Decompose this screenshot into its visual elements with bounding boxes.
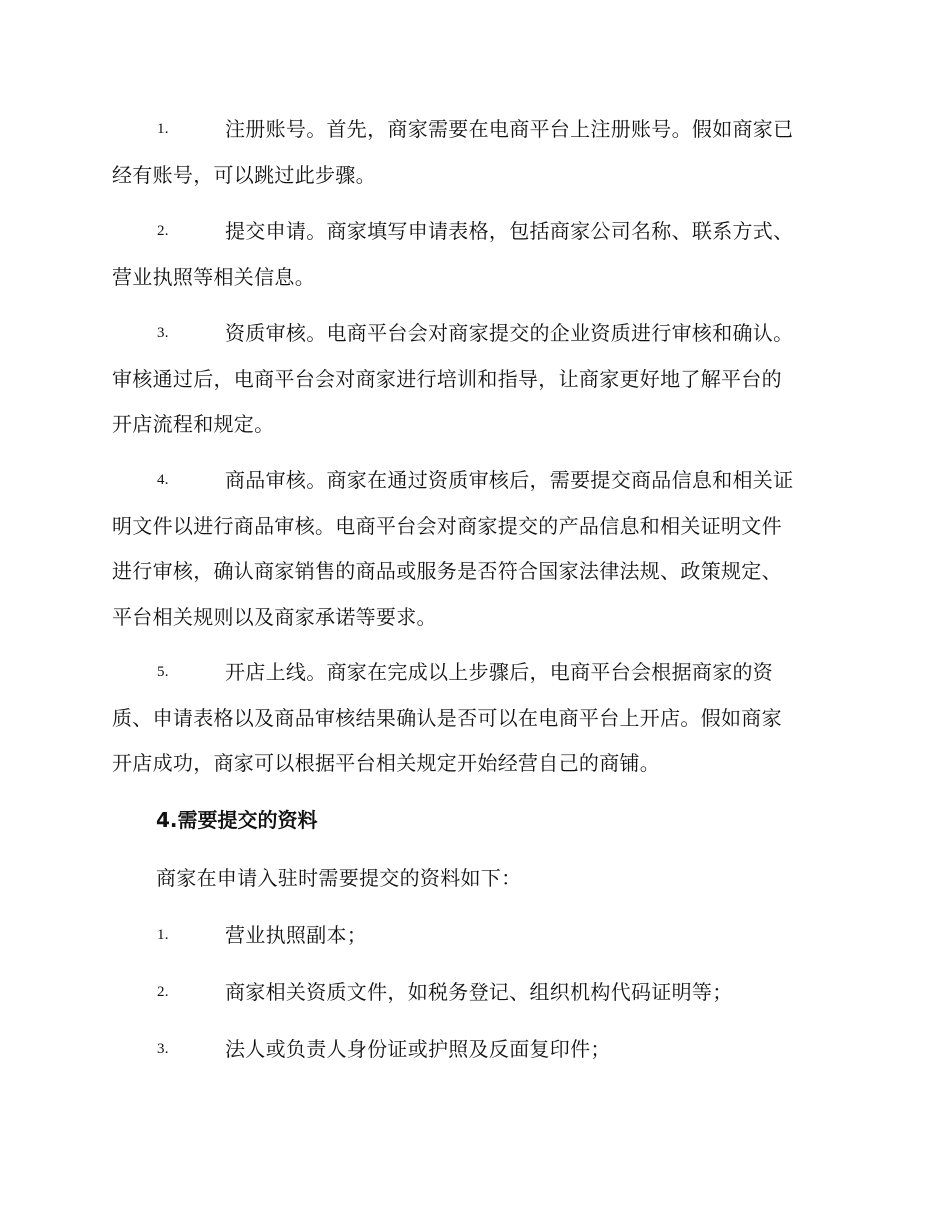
list-number: 5.	[157, 664, 169, 680]
section-heading: 4.需要提交的资料	[156, 808, 318, 832]
list-text: 开店成功，商家可以根据平台相关规定开始经营自己的商铺。	[112, 751, 661, 775]
list-item	[112, 650, 838, 787]
list-number: 4.	[157, 472, 169, 488]
section-intro: 商家在申请入驻时需要提交的资料如下：	[156, 866, 522, 890]
list-text: 审核通过后，电商平台会对商家进行培训和指导，让商家更好地了解平台的	[112, 366, 782, 391]
list-text: 商品审核。商家在通过资质审核后，需要提交商品信息和相关证	[225, 468, 794, 492]
list-text: 提交申请。商家填写申请表格，包括商家公司名称、联系方式、	[225, 219, 794, 243]
list-text: 资质审核。电商平台会对商家提交的企业资质进行审核和确认。	[225, 321, 794, 345]
list-text: 经有账号，可以跳过此步骤。	[112, 162, 376, 187]
list-text: 营业执照等相关信息。	[112, 264, 315, 289]
list-number: 3.	[157, 1041, 169, 1057]
list-item	[112, 209, 838, 300]
list-text: 开店流程和规定。	[112, 412, 275, 436]
list-text: 平台相关规则以及商家承诺等要求。	[112, 604, 437, 629]
list-text: 商家相关资质文件，如税务登记、组织机构代码证明等；	[225, 980, 733, 1004]
list-text: 法人或负责人身份证或护照及反面复印件；	[225, 1037, 611, 1061]
list-number: 2.	[157, 984, 169, 1000]
list-number: 1.	[157, 927, 169, 943]
list-text: 明文件以进行商品审核。电商平台会对商家提交的产品信息和相关证明文件	[112, 513, 782, 538]
list-item	[112, 913, 838, 959]
list-number: 2.	[157, 223, 169, 239]
list-item	[112, 970, 838, 1016]
list-text: 开店上线。商家在完成以上步骤后，电商平台会根据商家的资	[225, 660, 774, 684]
list-number: 3.	[157, 325, 169, 341]
list-item	[112, 458, 838, 640]
list-number: 1.	[157, 121, 169, 137]
list-text: 营业执照副本；	[225, 923, 368, 947]
list-item	[112, 1027, 838, 1073]
list-item	[112, 107, 838, 198]
list-text: 进行审核，确认商家销售的商品或服务是否符合国家法律法规、政策规定、	[112, 559, 782, 583]
list-text: 注册账号。首先，商家需要在电商平台上注册账号。假如商家已	[225, 117, 794, 141]
list-text: 质、申请表格以及商品审核结果确认是否可以在电商平台上开店。假如商家	[112, 705, 782, 730]
list-item	[112, 311, 838, 448]
